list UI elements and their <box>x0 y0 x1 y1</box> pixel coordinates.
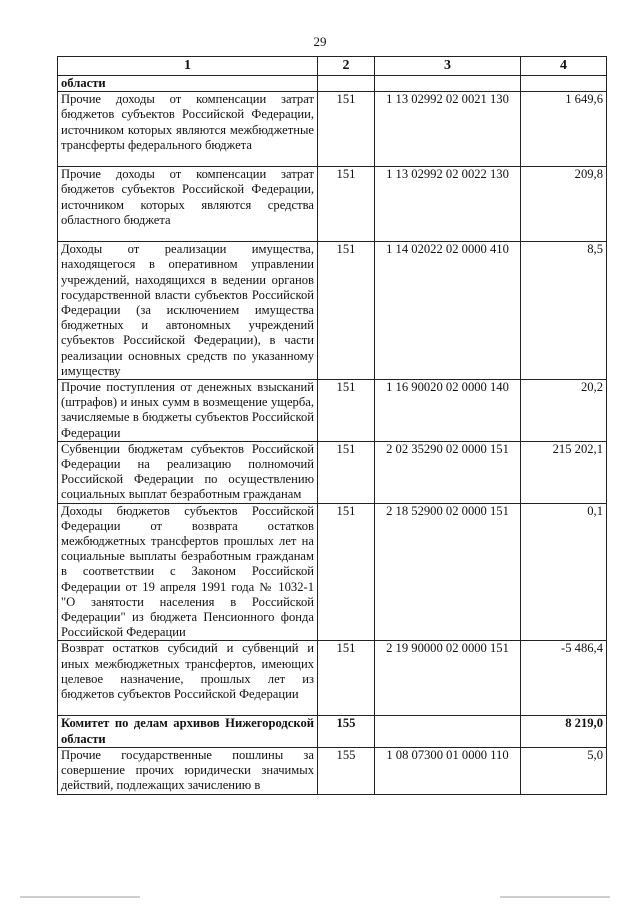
budget-code: 1 16 90020 02 0000 140 <box>375 380 521 442</box>
amount: 5,0 <box>521 747 607 794</box>
admin-code: 155 <box>318 716 375 747</box>
amount: 20,2 <box>521 380 607 442</box>
admin-code: 155 <box>318 747 375 794</box>
column-header-3: 3 <box>375 57 521 76</box>
table-row <box>58 503 607 641</box>
admin-code: 151 <box>318 242 375 380</box>
budget-code: 1 14 02022 02 0000 410 <box>375 242 521 380</box>
budget-code: 2 02 35290 02 0000 151 <box>375 441 521 503</box>
scan-edge-mark <box>500 896 610 898</box>
revenue-name: Субвенции бюджетам субъектов Российской Федерации на реализацию полномочий Российской Федерации по осуществлению социальных выплат безработным гражданам <box>58 441 318 503</box>
amount: -5 486,4 <box>521 641 607 716</box>
amount: 1 649,6 <box>521 92 607 167</box>
budget-code: 2 19 90000 02 0000 151 <box>375 641 521 716</box>
table-row <box>58 167 607 242</box>
column-header-1: 1 <box>58 57 318 76</box>
revenue-name: Прочие государственные пошлины за совершение прочих юридически значимых действий, подлежащих зачислению в <box>58 747 318 794</box>
budget-code <box>375 716 521 747</box>
revenue-name: Доходы бюджетов субъектов Российской Федерации от возврата остатков межбюджетных трансфертов прошлых лет на социальные выплаты безработным гражданам в соответствии с Законом Российской Федерации от 19 апреля 1991 года № 1032-1 "О занятости населения в Российской Федерации" из бюджета Пенсионного фонда Российской Федерации <box>58 503 318 641</box>
amount: 8 219,0 <box>521 716 607 747</box>
admin-code: 151 <box>318 503 375 641</box>
revenue-table <box>57 56 607 795</box>
revenue-name: Возврат остатков субсидий и субвенций и иных межбюджетных трансфертов, имеющих целевое назначение, прошлых лет из бюджетов субъектов Российской Федерации <box>58 641 318 716</box>
scan-edge-mark <box>20 896 140 898</box>
budget-code: 1 08 07300 01 0000 110 <box>375 747 521 794</box>
budget-code: 2 18 52900 02 0000 151 <box>375 503 521 641</box>
amount: 215 202,1 <box>521 441 607 503</box>
section-label-row <box>58 76 607 92</box>
table-row <box>58 380 607 442</box>
table-row <box>58 242 607 380</box>
amount: 0,1 <box>521 503 607 641</box>
amount: 209,8 <box>521 167 607 242</box>
admin-code: 151 <box>318 92 375 167</box>
admin-code: 151 <box>318 441 375 503</box>
budget-code: 1 13 02992 02 0022 130 <box>375 167 521 242</box>
admin-code: 151 <box>318 167 375 242</box>
table-row <box>58 92 607 167</box>
column-header-2: 2 <box>318 57 375 76</box>
table-row <box>58 641 607 716</box>
revenue-name: Прочие поступления от денежных взысканий (штрафов) и иных сумм в возмещение ущерба, зачисляемые в бюджеты субъектов Российской Федерации <box>58 380 318 442</box>
committee-name: Комитет по делам архивов Нижегородской области <box>58 716 318 747</box>
column-header-4: 4 <box>521 57 607 76</box>
page-number: 29 <box>313 34 327 49</box>
revenue-name: Прочие доходы от компенсации затрат бюджетов субъектов Российской Федерации, источником которых являются межбюджетные трансферты федерального бюджета <box>58 92 318 167</box>
table-row <box>58 441 607 503</box>
admin-code: 151 <box>318 380 375 442</box>
table-header-row <box>58 57 607 76</box>
revenue-name: Доходы от реализации имущества, находящегося в оперативном управлении учреждений, находящихся в ведении органов государственной власти субъектов Российской Федерации (за исключением имущества бюджетных и автономных учреждений субъектов Российской Федерации), в части реализации основных средств по указанному имуществу <box>58 242 318 380</box>
table-row <box>58 747 607 794</box>
revenue-name: Прочие доходы от компенсации затрат бюджетов субъектов Российской Федерации, источником которых являются средства областного бюджета <box>58 167 318 242</box>
table-row-committee <box>58 716 607 747</box>
section-label: области <box>58 76 318 92</box>
budget-code: 1 13 02992 02 0021 130 <box>375 92 521 167</box>
admin-code: 151 <box>318 641 375 716</box>
amount: 8,5 <box>521 242 607 380</box>
